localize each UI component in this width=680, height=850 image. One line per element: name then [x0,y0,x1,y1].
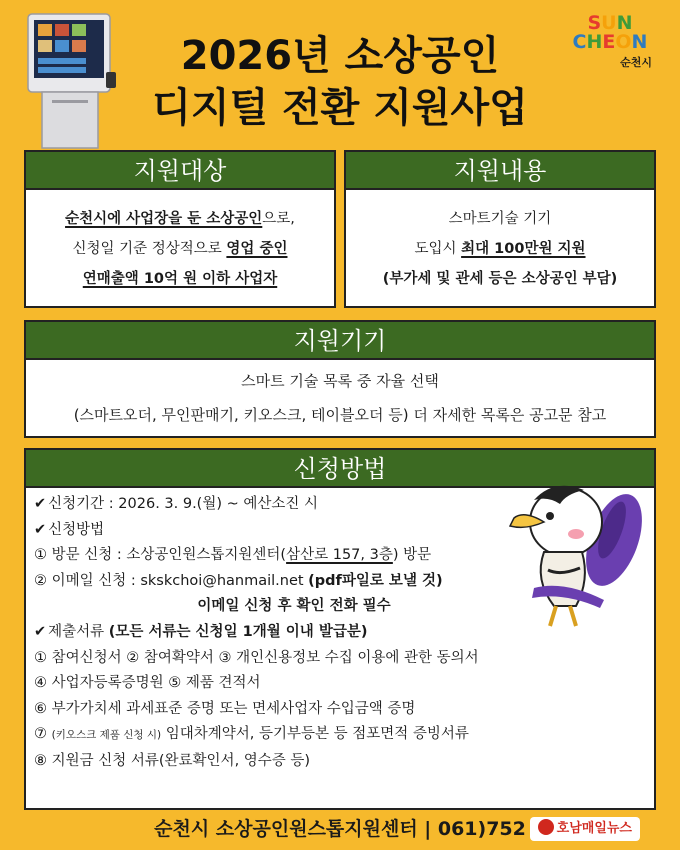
support-content-body [346,190,654,294]
apply-method-label-text: 신청방법 [48,521,105,538]
doc-line-5: ⑧ 지원금 신청 서류(완료확인서, 영수증 등) [34,752,311,769]
mascot-bird-illustration [504,480,644,630]
check-icon: ✔ [34,623,47,640]
logo-city-name: 순천시 [620,56,652,69]
support-content-heading: 지원내용 [346,152,654,190]
content-line-2-bold: 최대 100만원 지원 [461,241,586,257]
page-title-line2: 디지털 전환 지원사업 [152,85,528,131]
logo-word-sun: SUN [587,12,633,34]
device-line-2: (스마트오더, 무인판매기, 키오스크, 테이블오더 등) 더 자세한 목록은 공고문 참고 [73,406,607,424]
doc-line-1: ① 참여신청서 ② 참여확약서 ③ 개인신용정보 수집 이용에 관한 동의서 [34,649,479,666]
content-line-2 [346,234,654,264]
suncheon-logo [560,14,660,82]
target-line-2-pre: 신청일 기준 정상적으로 [72,241,227,257]
target-line-1-post: 으로, [262,211,295,227]
apply-visit-post: ) 방문 [392,547,432,564]
apply-method-heading: 신청방법 [26,450,654,488]
doc-line-4 [34,722,654,749]
target-line-3-bold: 연매출액 10억 원 이하 사업자 [82,271,278,287]
apply-email-bold: (pdf파일로 보낼 것) [308,572,443,589]
support-device-heading: 지원기기 [26,322,654,360]
device-line-1: 스마트 기술 목록 중 자율 선택 [241,372,439,390]
apply-email-pre: ② 이메일 신청 : skskchoi@hanmail.net [34,572,309,589]
page-title-line1: 2026년 소상공인 [180,33,500,79]
target-line-1-bold: 순천시에 사업장을 둔 소상공인 [65,211,263,227]
watermark-badge [530,817,640,841]
doc7-small: (키오스크 제품 신청 시) [51,729,162,742]
footer-contact: 순천시 소상공인원스톱지원센터 | 061)752 [154,818,526,840]
check-icon: ✔ [34,496,47,512]
support-content-panel [344,150,656,308]
support-target-body [26,190,334,294]
support-target-heading: 지원대상 [26,152,334,190]
apply-email-note: 이메일 신청 후 확인 전화 필수 [197,598,391,615]
target-line-1 [26,204,334,234]
support-target-panel [24,150,336,308]
apply-visit-pre: ① 방문 신청 : 소상공인원스톱지원센터( [34,547,287,564]
content-line-1: 스마트기술 기기 [448,211,552,227]
apply-period-text: 신청기간 : 2026. 3. 9.(월) ~ 예산소진 시 [48,496,319,512]
support-device-panel [24,320,656,438]
content-line-3: (부가세 및 관세 등은 소상공인 부담) [382,271,618,287]
content-line-2-pre: 도입시 [414,241,462,257]
watermark-text: 호남매일뉴스 [556,821,632,836]
docs-label-text: 제출서류 [48,623,109,640]
logo-word-cheon: CHEON [572,31,648,53]
doc7-num: ⑦ [34,726,52,743]
check-icon: ✔ [34,521,47,538]
target-line-2-bold: 영업 중인 [226,241,288,257]
docs-note: (모든 서류는 신청일 1개월 이내 발급분) [108,623,368,640]
doc-line-3: ⑥ 부가가치세 과세표준 증명 또는 면세사업자 수입금액 증명 [34,700,416,717]
doc-line-2: ④ 사업자등록증명원 ⑤ 제품 견적서 [34,675,261,692]
watermark-logo-icon [538,819,554,835]
target-line-3 [26,264,334,294]
kiosk-illustration [22,12,122,150]
doc7-rest: 임대차계약서, 등기부등본 등 점포면적 증빙서류 [161,726,469,743]
target-line-2 [26,234,334,264]
support-device-body [26,360,654,432]
apply-visit-address: 삼산로 157, 3층 [286,547,393,564]
